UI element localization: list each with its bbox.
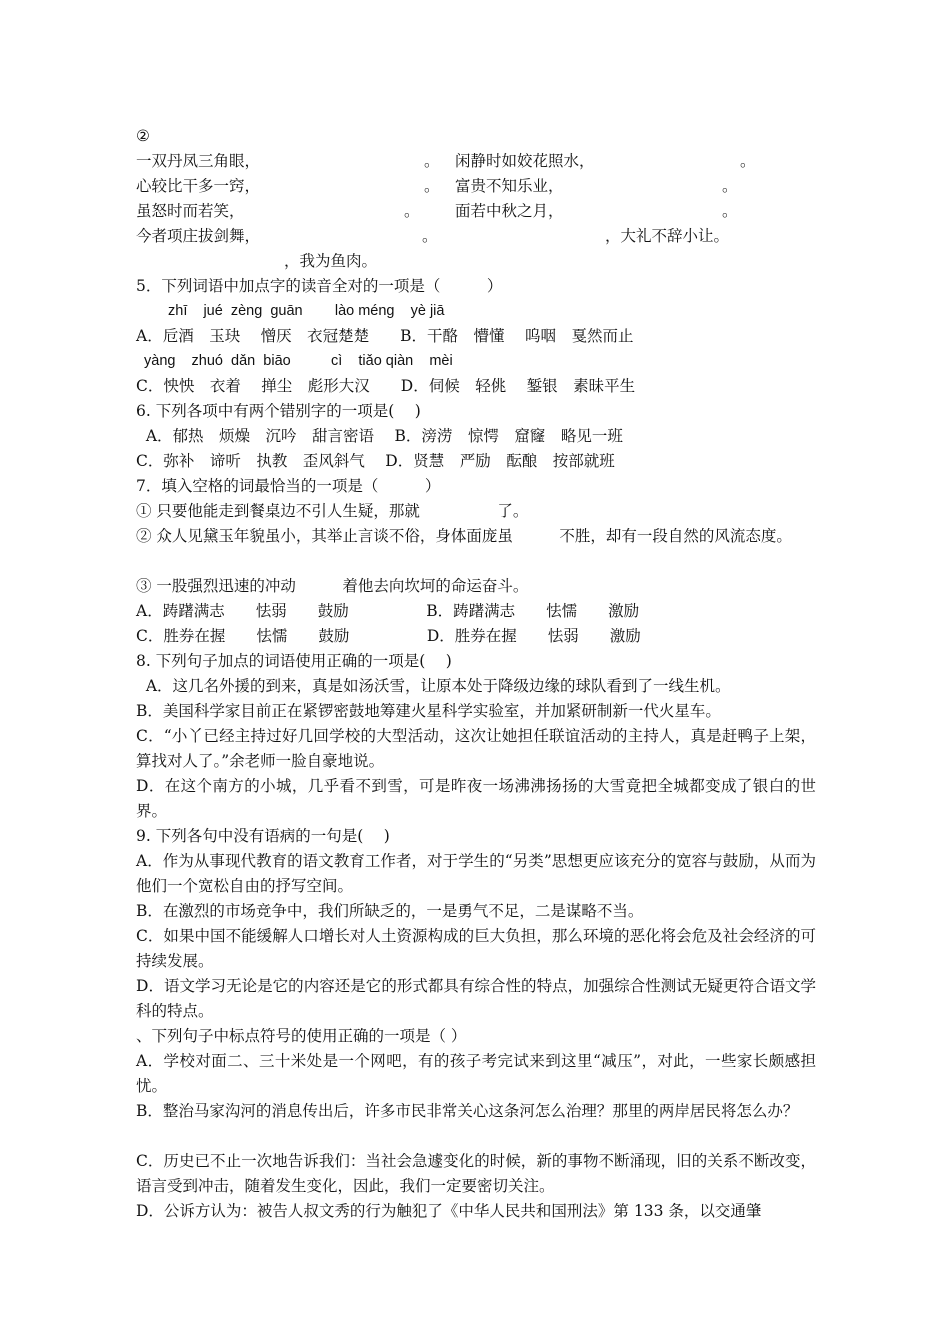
question-9-option-c: C．如果中国不能缓解人口增长对人土资源构成的巨大负担，那么环境的恶化将会危及社会经济的可持续发展。 bbox=[136, 927, 816, 970]
question-10-stem: 、下列句子中标点符号的使用正确的一项是（ ） bbox=[136, 1027, 467, 1045]
question-5-stem: 5．下列词语中加点字的读音全对的一项是（ ） bbox=[136, 277, 503, 295]
poem-line: ，我为鱼肉。 bbox=[284, 252, 378, 270]
question-7-sentence-1: ① 只要他能走到餐桌边不引人生疑，那就 了。 bbox=[136, 502, 529, 520]
question-10-option-a: A．学校对面二、三十米处是一个网吧，有的孩子考完试来到这里“减压”，对此，一些家长颇感担忧。 bbox=[136, 1052, 816, 1095]
poem-line: 一双丹凤三角眼， bbox=[136, 152, 261, 170]
poem-period: 。 bbox=[722, 202, 738, 220]
poem-line: ，大礼不辞小让。 bbox=[605, 227, 730, 245]
question-8-option-b: B．美国科学家目前正在紧锣密鼓地筹建火星科学实验室，并加紧研制新一代火星车。 bbox=[136, 702, 721, 720]
question-5-options-ab: A．卮酒 玉玦 憎厌 衣冠楚楚 B．干酪 懵懂 呜咽 戛然而止 bbox=[136, 327, 634, 345]
question-9-option-d: D．语文学习无论是它的内容还是它的形式都具有综合性的特点，加强综合性测试无疑更符合语文学科的特点。 bbox=[136, 977, 816, 1020]
question-7-options-cd: C．胜券在握 怯懦 鼓励 D．胜券在握 怯弱 激励 bbox=[136, 627, 641, 645]
pinyin-annotation: yàng zhuó dǎn biāo cì tiǎo qiàn mèi bbox=[144, 353, 453, 369]
question-6-options-cd: C．弥补 谛听 执教 歪风斜气 D．贤慧 严励 酝酿 按部就班 bbox=[136, 452, 615, 470]
question-7-stem: 7．填入空格的词最恰当的一项是（ ） bbox=[136, 477, 441, 495]
poem-line: 富贵不知乐业， bbox=[455, 177, 564, 195]
question-10-option-c: C．历史已不止一次地告诉我们：当社会急遽变化的时候，新的事物不断涌现，旧的关系不断改变，语言受到冲击，随着发生变化，因此，我们一定要密切关注。 bbox=[136, 1152, 816, 1195]
poem-period: 。 bbox=[424, 177, 440, 195]
poem-period: 。 bbox=[424, 152, 440, 170]
poem-line: 闲静时如姣花照水， bbox=[455, 152, 595, 170]
question-9-stem: 9. 下列各句中没有语病的一句是( ) bbox=[136, 827, 390, 845]
question-6-stem: 6. 下列各项中有两个错别字的一项是( ) bbox=[136, 402, 421, 420]
question-7-sentence-2: ② 众人见黛玉年貌虽小，其举止言谈不俗，身体面庞虽 不胜，却有一段自然的风流态度。 bbox=[136, 527, 792, 545]
question-7-sentence-3: ③ 一股强烈迅速的冲动 着他去向坎坷的命运奋斗。 bbox=[136, 577, 529, 595]
poem-line: 虽怒时而若笑， bbox=[136, 202, 245, 220]
question-10-option-b: B．整治马家沟河的消息传出后，许多市民非常关心这条河怎么治理？那里的两岸居民将怎么办？ bbox=[136, 1102, 799, 1120]
question-10-option-d: D．公诉方认为：被告人叔文秀的行为触犯了《中华人民共和国刑法》第 133 条，以交通肇 bbox=[136, 1202, 762, 1220]
question-9-option-a: A．作为从事现代教育的语文教育工作者，对于学生的“另类”思想更应该充分的宽容与鼓励，从而为他们一个宽松自由的抒写空间。 bbox=[136, 852, 816, 895]
poem-period: 。 bbox=[722, 177, 738, 195]
question-7-options-ab: A．踌躇满志 怯弱 鼓励 B．踌躇满志 怯懦 激励 bbox=[136, 602, 640, 620]
question-9-option-b: B．在激烈的市场竞争中，我们所缺乏的，一是勇气不足，二是谋略不当。 bbox=[136, 902, 644, 920]
section-marker: ② bbox=[136, 127, 150, 145]
pinyin-annotation: zhī jué zèng guān lào méng yè jiā bbox=[168, 303, 445, 319]
poem-period: 。 bbox=[422, 227, 438, 245]
poem-line: 心较比干多一窍， bbox=[136, 177, 261, 195]
poem-period: 。 bbox=[404, 202, 420, 220]
poem-period: 。 bbox=[740, 152, 756, 170]
question-8-option-c: C．“小丫已经主持过好几回学校的大型活动，这次让她担任联谊活动的主持人，真是赶鸭子上架，算找对人了。”余老师一脸自豪地说。 bbox=[136, 727, 816, 770]
poem-line: 面若中秋之月， bbox=[455, 202, 564, 220]
question-8-option-a: A．这几名外援的到来，真是如汤沃雪，让原本处于降级边缘的球队看到了一线生机。 bbox=[136, 677, 731, 695]
question-5-options-cd: C．怏怏 衣着 掸尘 彪形大汉 D．伺候 轻佻 錾银 素昧平生 bbox=[136, 377, 636, 395]
question-6-options-ab: A．郁热 烦燥 沉吟 甜言密语 B．滂涝 惊愕 窟窿 略见一班 bbox=[136, 427, 623, 445]
poem-line: 今者项庄拔剑舞， bbox=[136, 227, 261, 245]
question-8-option-d: D．在这个南方的小城，几乎看不到雪，可是昨夜一场沸沸扬扬的大雪竟把全城都变成了银白的世界。 bbox=[136, 777, 816, 820]
question-8-stem: 8. 下列句子加点的词语使用正确的一项是( ) bbox=[136, 652, 452, 670]
